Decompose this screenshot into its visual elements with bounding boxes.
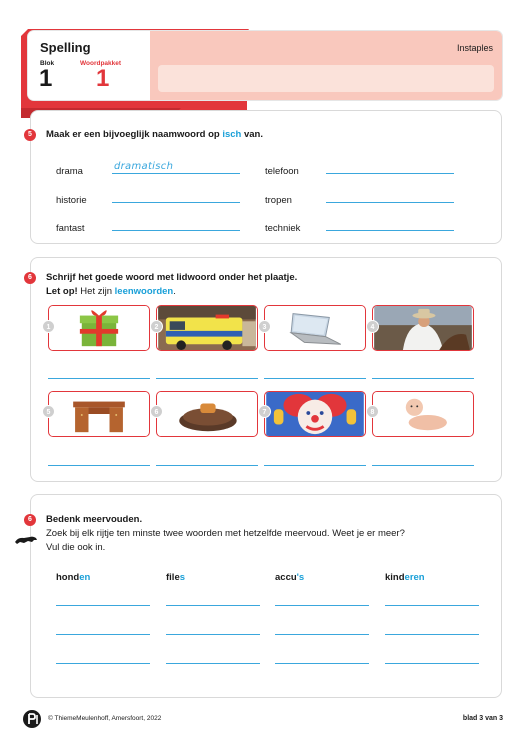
- plural-line-2-2[interactable]: [166, 634, 260, 635]
- plural-line-1-1[interactable]: [56, 605, 150, 606]
- footer-copyright: © ThiemeMeulenhoff, Amersfoort, 2022: [48, 715, 162, 722]
- plural-line-3-3[interactable]: [275, 663, 369, 664]
- answer-line-picture-6[interactable]: [156, 465, 258, 466]
- exercise-2-note-highlight: leenwoorden: [114, 286, 174, 297]
- ambulance-icon: [157, 306, 257, 350]
- plural-line-2-1[interactable]: [166, 605, 260, 606]
- clown-icon: [265, 392, 365, 436]
- blok-label: Blok: [40, 60, 55, 67]
- answer-line-historie[interactable]: [112, 202, 240, 203]
- woordpakket-label: Woordpakket: [80, 60, 122, 67]
- plural-line-4-1[interactable]: [385, 605, 479, 606]
- header-left-panel: [28, 31, 150, 100]
- jaguar-icon: [14, 534, 38, 546]
- picture-number-2: 2: [150, 320, 163, 333]
- word-telefoon: telefoon: [265, 166, 299, 177]
- desk-icon: [49, 392, 149, 436]
- picture-clown: [264, 391, 366, 437]
- exercise-3-title: Bedenk meervouden.: [46, 514, 143, 525]
- exercise-2-note-text: Het zijn: [77, 286, 115, 297]
- cowboy-icon: [373, 306, 473, 350]
- header-right-panel: [150, 31, 502, 100]
- picture-baby: [372, 391, 474, 437]
- exercise-1-title-highlight: isch: [222, 129, 242, 140]
- answer-line-picture-7[interactable]: [264, 465, 366, 466]
- column-ending: eren: [404, 572, 425, 583]
- plural-line-4-3[interactable]: [385, 663, 479, 664]
- answer-line-techniek[interactable]: [326, 230, 454, 231]
- picture-desk: [48, 391, 150, 437]
- exercise-2-title: Schrijf het goede woord met lidwoord onder het plaatje.: [46, 272, 298, 283]
- name-field[interactable]: [158, 65, 494, 92]
- picture-number-3: 3: [258, 320, 271, 333]
- plural-line-3-1[interactable]: [275, 605, 369, 606]
- answer-line-picture-4[interactable]: [372, 378, 474, 379]
- picture-number-5: 5: [42, 405, 55, 418]
- page-title: Spelling: [40, 40, 91, 55]
- exercise-1-title-prefix: Maak er een bijvoeglijk naamwoord op: [46, 129, 223, 140]
- column-header-honden: [56, 572, 90, 583]
- picture-cowboy: [372, 305, 474, 351]
- column-stem: file: [166, 572, 180, 583]
- picture-number-1: 1: [42, 320, 55, 333]
- word-drama: drama: [56, 166, 83, 177]
- exercise-3-text-line-2: Vul die ook in.: [46, 542, 106, 553]
- picture-number-7: 7: [258, 405, 271, 418]
- column-ending: en: [79, 572, 91, 583]
- picture-number-8: 8: [366, 405, 379, 418]
- exercise-1-number: 5: [24, 129, 36, 141]
- word-techniek: techniek: [265, 223, 301, 234]
- column-stem: hond: [56, 572, 80, 583]
- plural-line-1-2[interactable]: [56, 634, 150, 635]
- exercise-3-text-line-1: Zoek bij elk rijtje ten minste twee woorden met hetzelfde meervoud. Weet je er meer?: [46, 528, 405, 539]
- exercise-2-note-bold: Let op!: [46, 286, 78, 297]
- word-tropen: tropen: [265, 195, 292, 206]
- plural-line-4-2[interactable]: [385, 634, 479, 635]
- baby-icon: [373, 392, 473, 436]
- picture-number-6: 6: [150, 405, 163, 418]
- picture-cake: [156, 391, 258, 437]
- exercise-3-number: 6: [24, 514, 36, 526]
- column-header-accus: [275, 572, 304, 583]
- answer-line-telefoon[interactable]: [326, 173, 454, 174]
- gift-icon: [49, 306, 149, 350]
- word-historie: historie: [56, 195, 87, 206]
- picture-laptop: [264, 305, 366, 351]
- answer-line-picture-3[interactable]: [264, 378, 366, 379]
- instaples-label: Instaples: [456, 43, 493, 53]
- exercise-2-number: 6: [24, 272, 36, 284]
- answer-line-fantast[interactable]: [112, 230, 240, 231]
- answer-line-picture-1[interactable]: [48, 378, 150, 379]
- picture-number-4: 4: [366, 320, 379, 333]
- example-answer: dramatisch: [114, 161, 174, 172]
- header-card: [28, 31, 502, 100]
- laptop-icon: [265, 306, 365, 350]
- column-ending: s: [179, 572, 186, 583]
- answer-line-drama[interactable]: [112, 173, 240, 174]
- plural-line-3-2[interactable]: [275, 634, 369, 635]
- picture-gift: [48, 305, 150, 351]
- column-ending: 's: [296, 572, 305, 583]
- column-stem: accu: [275, 572, 297, 583]
- exercise-2-note-end: .: [173, 286, 176, 297]
- word-fantast: fantast: [56, 223, 85, 234]
- answer-line-picture-2[interactable]: [156, 378, 258, 379]
- blok-value: 1: [39, 65, 53, 92]
- answer-line-tropen[interactable]: [326, 202, 454, 203]
- column-header-files: [166, 572, 185, 583]
- picture-ambulance: [156, 305, 258, 351]
- plural-line-2-3[interactable]: [166, 663, 260, 664]
- exercise-2-note: [46, 286, 176, 297]
- cake-icon: [157, 392, 257, 436]
- publisher-logo-icon: [22, 709, 44, 729]
- footer-page-indicator: blad 3 van 3: [462, 715, 503, 722]
- exercise-1-title-suffix: van.: [241, 129, 263, 140]
- answer-line-picture-8[interactable]: [372, 465, 474, 466]
- woordpakket-value: 1: [96, 65, 110, 92]
- column-stem: kind: [385, 572, 405, 583]
- exercise-1-title: [46, 129, 263, 140]
- plural-line-1-3[interactable]: [56, 663, 150, 664]
- answer-line-picture-5[interactable]: [48, 465, 150, 466]
- column-header-kinderen: [385, 572, 425, 583]
